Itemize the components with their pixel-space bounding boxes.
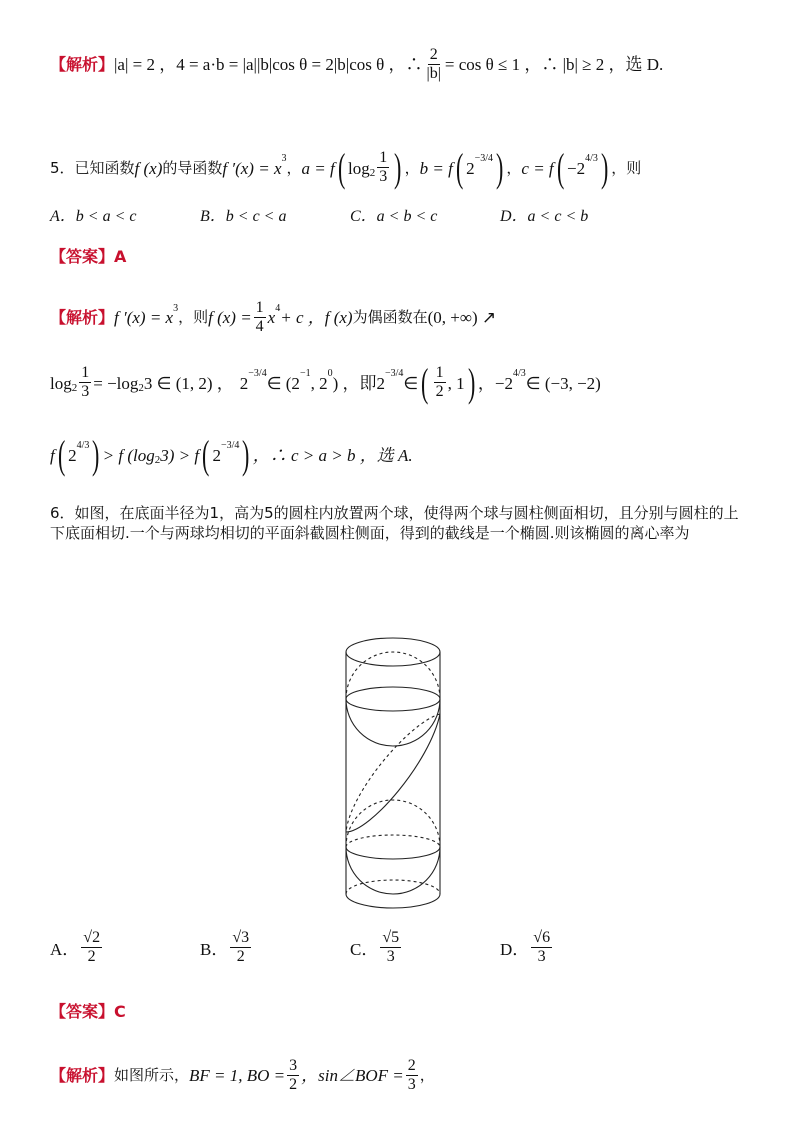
q5-l1-g: 为偶函数在 [352,308,428,327]
q5-l1-c: f (x) = [208,308,252,328]
q5-l1-f: f (x) [324,308,353,328]
q6-analysis-line [50,1058,435,1093]
q5-fx: f (x) [134,158,163,178]
q5-stem-mid: 的导函数 [162,158,223,177]
q6-option-a-den: 2 [87,947,96,965]
q5-l2-d-exp: −3/4 [248,368,267,379]
q5-answer-line [50,249,126,265]
q5-l2-f-exp: −3/4 [385,368,404,379]
q6-answer-value: C [114,1002,126,1021]
q5-l2-c: 3 ∈ (1, 2) ， [143,373,234,393]
q5-b-base: 2 [466,158,475,178]
q5-l2-d-base: 2 [239,373,249,393]
answer-label: 【答案】 [50,247,115,266]
q5-l2-e-exp2: 0 [327,368,333,379]
q6-analysis-a: 如图所示， [114,1066,190,1085]
q6-option-d-num: √6 [533,929,551,946]
q5-option-d: D．a < c < b [500,208,589,225]
q5-l2-b-sub: 2 [138,381,144,394]
q6-analysis-frac1 [287,1058,299,1093]
q6-analysis-c: ，sin∠BOF = [301,1066,404,1086]
q6-stem: 6．如图，在底面半径为1，高为5的圆柱内放置两个球，使得两个球与圆柱侧面相切，且分别与圆柱的上下底面相切.一个与两球均相切的平面斜截圆柱侧面，得到的截线是一个椭圆.则该椭圆的离心率为 [50,504,739,543]
q5-c-prefix: c = f [521,158,554,178]
q5-stem-start: 5．已知函数 [50,158,135,177]
q5-l2-e-exp1: −1 [299,368,311,379]
top-sphere-equator-back [346,687,440,699]
q5-l2-g-frac-den: 2 [435,383,444,401]
q5-l3-c-base: 2 [212,445,221,465]
q5-option-b: B．b < c < a [200,208,287,225]
q5-a-frac-den: 3 [379,168,388,186]
q5-l1-frac-num: 1 [255,299,264,316]
q5-l2-h: ， [477,373,495,393]
q5-b-exp: −3/4 [474,153,494,164]
q6-option-d-den: 3 [537,947,546,965]
bottom-sphere-upper [346,800,440,847]
q5-c-exp: 4/3 [585,153,598,164]
q5-l3-a-base: 2 [68,445,77,465]
q5-l2-b: = −log [93,373,139,393]
cylinder-bottom-back [346,880,440,894]
q5-c-base: −2 [566,158,586,178]
q5-answer-value: A [114,247,127,266]
q6-option-d [500,930,554,965]
q6-option-b-frac [230,930,251,965]
q5-l3-c-exp: −3/4 [220,440,240,451]
analysis-label: 【解析】 [50,54,115,74]
q5-option-a: A．b < a < c [50,208,137,225]
q6-option-c-num: √5 [382,929,400,946]
q5-l2-i-exp: 4/3 [512,368,526,379]
analysis-label: 【解析】 [50,1065,115,1085]
q5-a-frac-num: 1 [379,149,388,167]
q5-option-c: C．a < b < c [350,208,438,225]
top-sphere-upper [346,652,440,699]
bottom-sphere-equator-back [346,835,440,847]
q5-l2-frac-den: 3 [81,383,90,401]
q6-option-b-num: √3 [232,929,250,946]
q5-l2-frac-num: 1 [81,364,90,382]
q6-option-c-den: 3 [386,947,395,965]
q4-fraction [425,47,443,82]
q5-b-prefix: b = f [419,158,453,178]
q5-l2-g: ∈ [403,373,419,393]
q5-l1-d: x [267,308,276,328]
bottom-sphere-lower [346,847,440,894]
q6-option-b [200,930,253,965]
q5-stem-end: 则 [626,158,642,177]
q5-l3-b2: 3) > f [160,445,200,465]
q5-l2-frac [79,365,91,400]
q5-l2-i-base: −2 [494,373,513,393]
q5-l2-f-base: 2 [376,373,385,393]
q5-fprime: f ′(x) = x [222,158,282,178]
q5-l2-e3: ) ，即 [332,373,377,393]
q5-l3-b-sub: 2 [154,453,161,466]
q5-l3-a-exp: 4/3 [76,440,90,451]
q5-analysis-line1 [50,300,496,335]
q6-analysis-b: BF = 1, BO = [189,1066,286,1086]
q5-l1-frac [254,300,266,335]
q6-option-d-frac [531,930,552,965]
q6-analysis-d: ， [419,1066,435,1085]
q5-l2-a: log [50,373,72,393]
q6-option-c-label: C． [350,940,379,960]
q5-l1-b: ，则 [178,308,209,327]
q5-l2-e2: , 2 [310,373,328,393]
q4-frac-den: |b| [426,64,441,82]
answer-label: 【答案】 [50,1002,115,1021]
q5-l1-frac-den: 4 [255,317,264,335]
q5-l3-a: f [50,445,55,465]
q6-cylinder-figure [340,632,446,920]
q5-fprime-exp: 3 [281,153,287,164]
q5-l3-b: > f (log [102,445,155,465]
bottom-sphere-equator-front [346,847,440,859]
q6-option-a-frac [81,930,102,965]
q5-analysis-line3: f ( 2 4/3 ) > f (log 2 3) > f ( 2 −3/4 ) ，∴ c > a > b ，选 A. [50,432,413,477]
q5-a-sub: 2 [369,166,376,179]
q5-l1-d-exp: 4 [275,302,281,314]
q4-analysis-line [50,47,663,82]
q5-l2-g-frac-num: 1 [435,364,444,382]
q6-answer-line [50,1004,126,1020]
q5-l3-d: ，∴ c > a > b ，选 A. [252,445,413,465]
q6-analysis-frac2-den: 3 [407,1075,416,1093]
q6-analysis-frac1-num: 3 [289,1057,298,1074]
q5-l2-j: ∈ (−3, −2) [525,373,601,393]
q5-l2-a-sub: 2 [71,381,78,394]
q6-option-b-label: B． [200,940,229,960]
q6-analysis-frac1-den: 2 [289,1075,298,1093]
q6-option-a [50,930,104,965]
q6-option-c-frac [380,930,401,965]
q5-l2-g2: , 1 [447,373,465,393]
slanted-ellipse-front [346,714,440,832]
q6-option-b-den: 2 [236,947,245,965]
q6-option-a-label: A． [50,940,80,960]
top-sphere-lower [346,699,440,746]
cylinder-bottom-front [346,894,440,908]
q5-stem: 5．已知函数 f (x) 的导函数 f ′(x) = x 3 ， a = f ( log 2 $\frac{1}{3}$ ) ， b = f ( 2 −3/4 ) ， c = f ( −2 4/3 ) ， 则 [50,145,642,190]
q5-l2-e: ∈ (2 [266,373,300,393]
q5-l1-h: (0, +∞) ↗ [427,308,497,328]
q6-analysis-frac2 [406,1058,418,1093]
q4-analysis-part1: |a| = 2 ，4 = a·b = |a||b|cos θ = 2|b|cos θ ，∴ [114,55,423,75]
top-sphere-equator-front [346,699,440,711]
q5-l1-a-exp: 3 [173,302,179,314]
q5-l2-g-frac [434,365,446,400]
q6-option-a-num: √2 [83,929,101,946]
q6-option-d-label: D． [500,940,530,960]
q6-analysis-frac2-num: 2 [407,1057,416,1074]
q5-a-log: log [348,158,370,178]
slanted-ellipse-back [346,714,440,832]
q5-a-frac [377,150,389,185]
q5-analysis-line2: log 2 $\frac{1}{3}$ = −log 2 3 ∈ (1, 2) ， 2 −3/4 ∈ (2 −1 , 2 0 ) ，即 2 −3/4 ∈ ( $\frac{1}{2}$ , 1 ) ， −2 4/3 ∈ (−3, −2) [50,360,601,405]
q5-l1-e: + c ， [280,308,325,328]
q4-analysis-part2: = cos θ ≤ 1 ，∴ |b| ≥ 2 ，选 D. [444,55,664,75]
q6-option-c [350,930,403,965]
analysis-label: 【解析】 [50,307,115,327]
q5-l1-a: f ′(x) = x [114,308,174,328]
q5-a-prefix: a = f [301,158,335,178]
q4-frac-num: 2 [429,46,438,63]
